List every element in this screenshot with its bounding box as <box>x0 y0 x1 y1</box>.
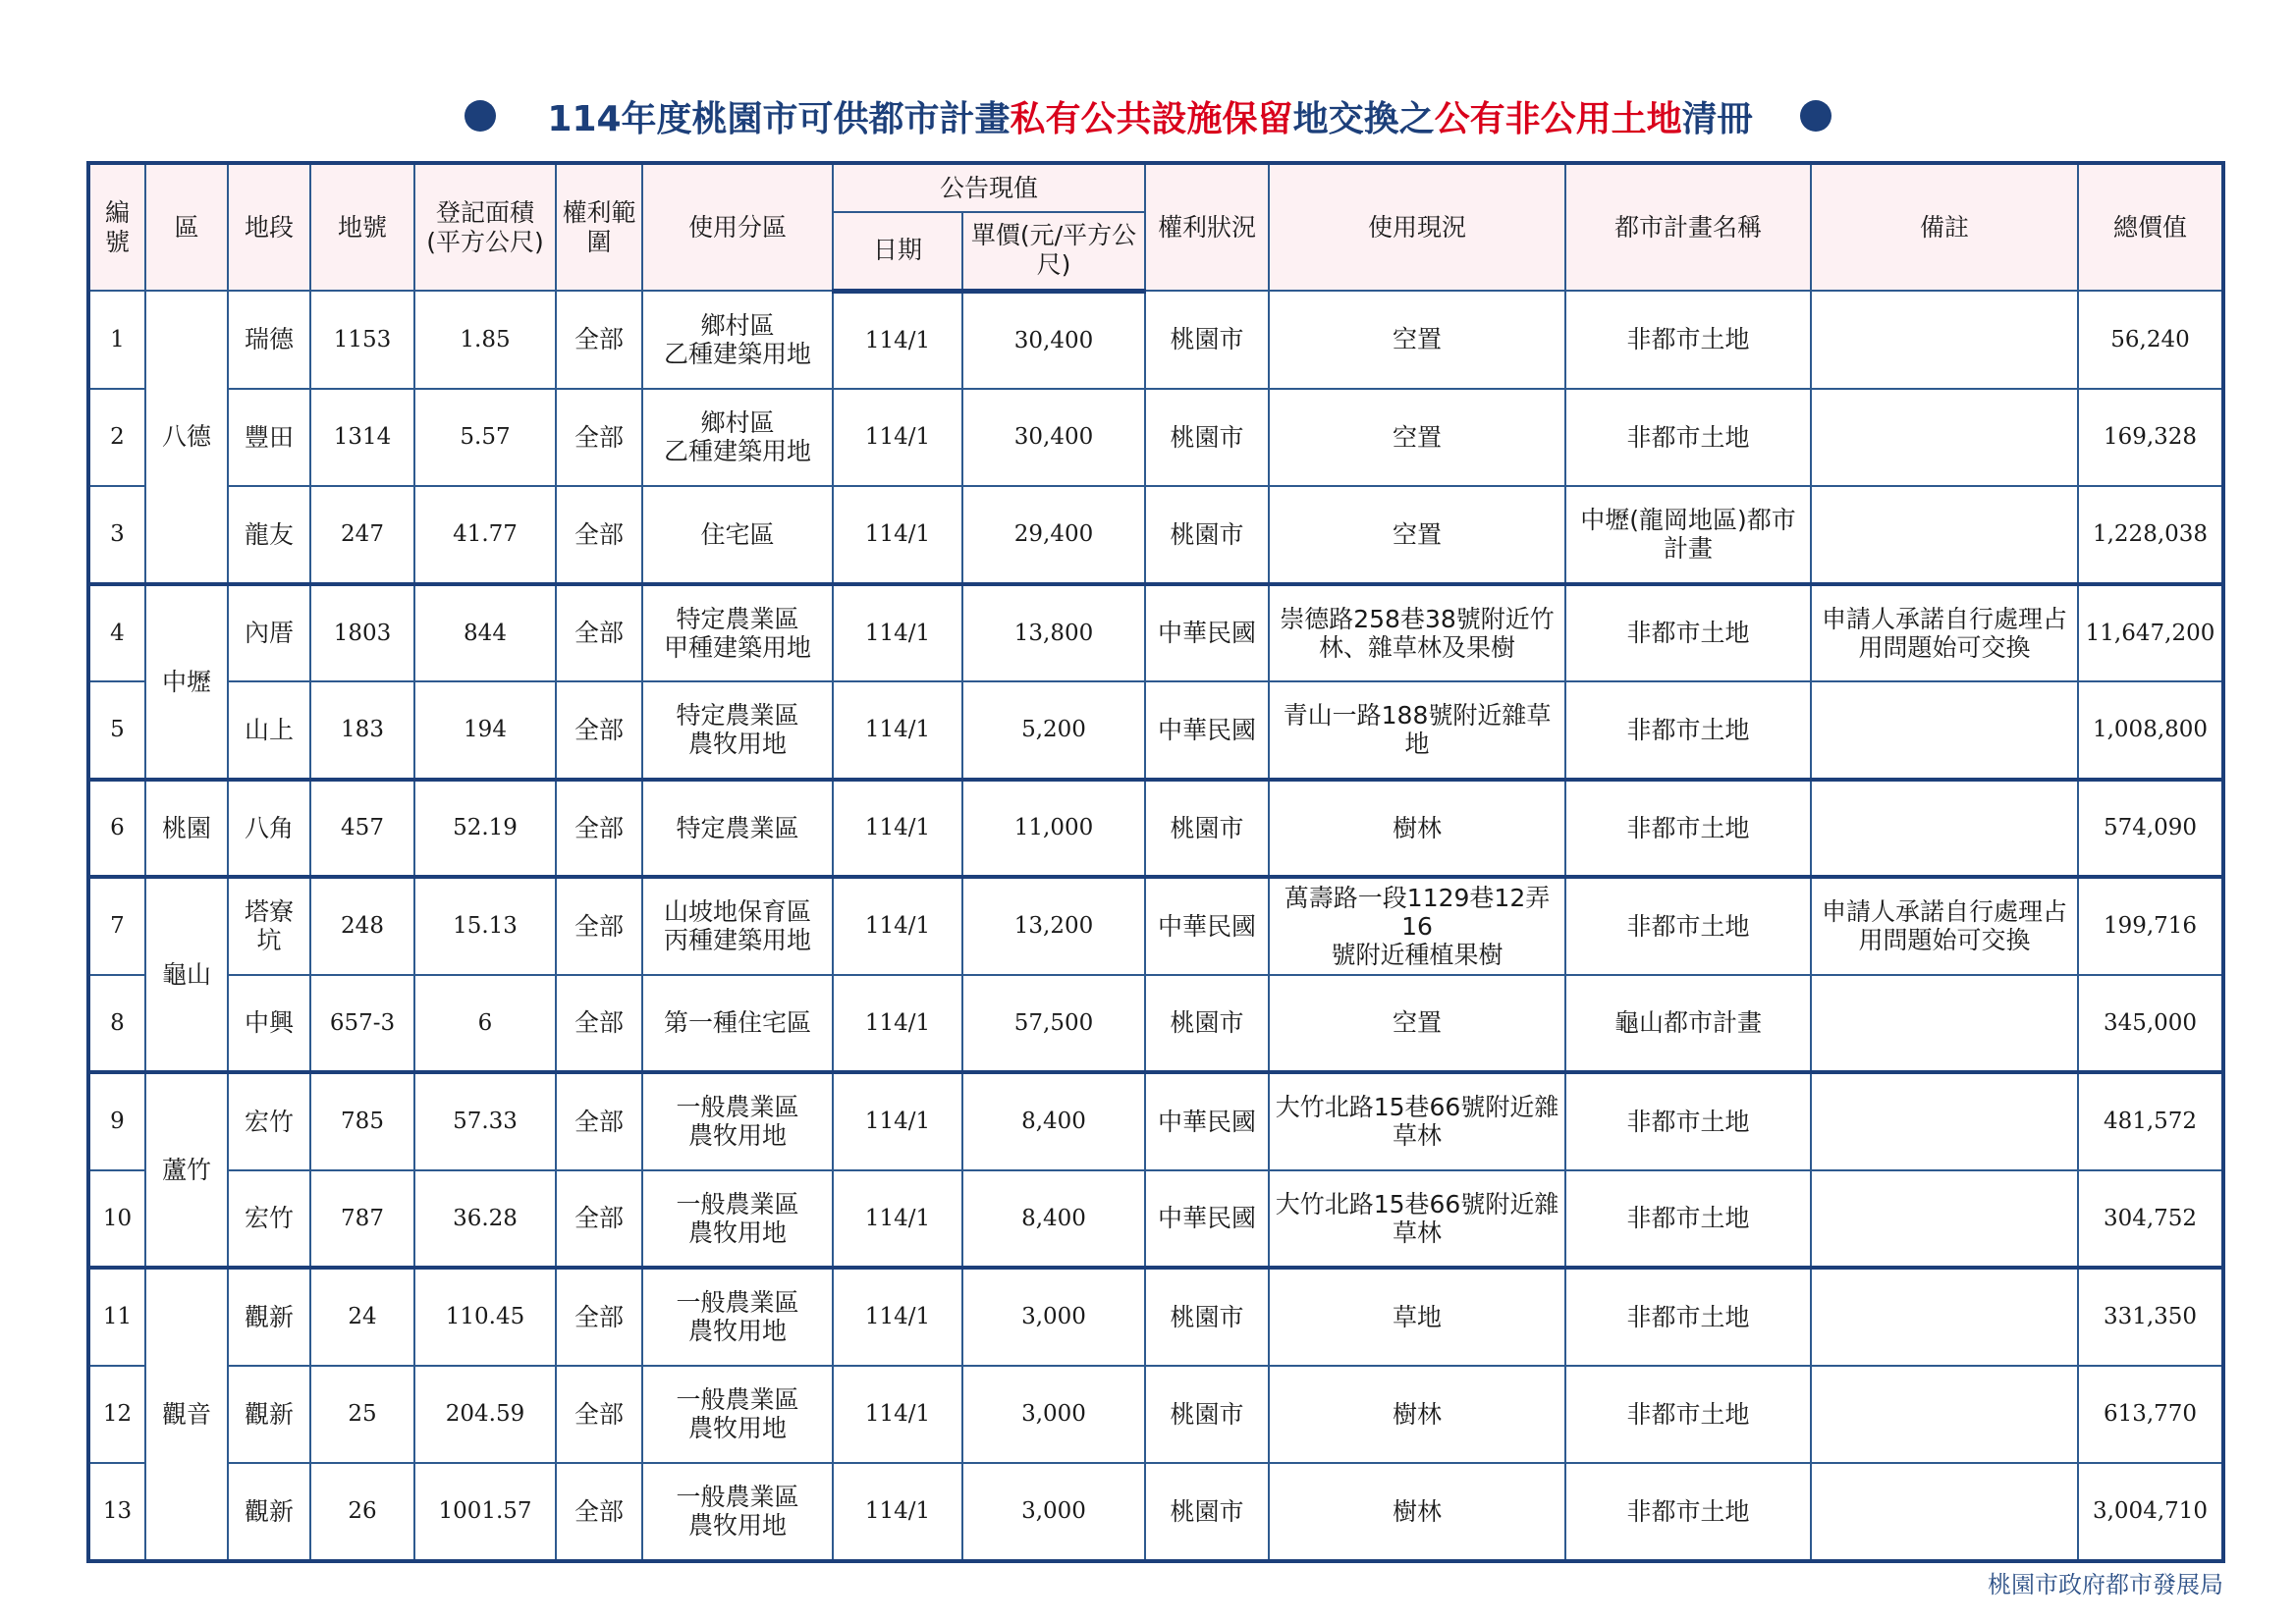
cell-unit-price: 3,000 <box>962 1268 1145 1366</box>
cell-date: 114/1 <box>833 681 962 780</box>
cell-section: 觀新 <box>228 1366 310 1464</box>
cell-section: 觀新 <box>228 1268 310 1366</box>
cell-area: 6 <box>414 975 556 1073</box>
cell-plan-name: 非都市土地 <box>1565 877 1811 975</box>
table-row <box>88 975 2223 1073</box>
cell-section: 塔寮 坑 <box>228 877 310 975</box>
cell-area: 194 <box>414 681 556 780</box>
cell-area: 844 <box>414 584 556 682</box>
cell-district: 中壢 <box>145 584 228 780</box>
cell-date: 114/1 <box>833 1463 962 1561</box>
land-list-table <box>86 161 2225 1563</box>
cell-current-use: 樹林 <box>1269 1463 1565 1561</box>
cell-area: 5.57 <box>414 389 556 487</box>
cell-remarks <box>1811 389 2078 487</box>
cell-date: 114/1 <box>833 780 962 878</box>
table-row <box>88 1463 2223 1561</box>
cell-plan-name: 非都市土地 <box>1565 681 1811 780</box>
cell-section: 觀新 <box>228 1463 310 1561</box>
cell-remarks <box>1811 1463 2078 1561</box>
table-row <box>88 681 2223 780</box>
cell-remarks <box>1811 681 2078 780</box>
cell-zoning: 鄉村區 乙種建築用地 <box>642 291 833 389</box>
cell-remarks <box>1811 1170 2078 1269</box>
cell-lot: 457 <box>310 780 414 878</box>
cell-remarks <box>1811 1072 2078 1170</box>
cell-zoning: 山坡地保育區 丙種建築用地 <box>642 877 833 975</box>
cell-remarks <box>1811 291 2078 389</box>
cell-lot: 785 <box>310 1072 414 1170</box>
header-scope: 權利範圍 <box>556 163 642 291</box>
cell-date: 114/1 <box>833 389 962 487</box>
cell-zoning: 鄉村區 乙種建築用地 <box>642 389 833 487</box>
cell-date: 114/1 <box>833 1366 962 1464</box>
cell-current-use: 空置 <box>1269 486 1565 584</box>
cell-total: 199,716 <box>2078 877 2223 975</box>
title-part-2: 地交換之 <box>1292 98 1435 139</box>
cell-date: 114/1 <box>833 1268 962 1366</box>
cell-total: 3,004,710 <box>2078 1463 2223 1561</box>
cell-lot: 1803 <box>310 584 414 682</box>
cell-plan-name: 非都市土地 <box>1565 389 1811 487</box>
cell-section: 內厝 <box>228 584 310 682</box>
cell-no: 5 <box>88 681 145 780</box>
cell-remarks <box>1811 486 2078 584</box>
header-remarks: 備註 <box>1811 163 2078 291</box>
cell-no: 3 <box>88 486 145 584</box>
cell-ownership: 桃園市 <box>1145 389 1269 487</box>
cell-unit-price: 5,200 <box>962 681 1145 780</box>
cell-date: 114/1 <box>833 291 962 389</box>
cell-section: 豐田 <box>228 389 310 487</box>
title-highlight-1: 私有公共設施保留 <box>1010 98 1293 139</box>
cell-scope: 全部 <box>556 877 642 975</box>
cell-lot: 1153 <box>310 291 414 389</box>
cell-scope: 全部 <box>556 584 642 682</box>
cell-current-use: 空置 <box>1269 291 1565 389</box>
title-highlight-2: 公有非公用土地 <box>1434 98 1682 139</box>
cell-district: 觀音 <box>145 1268 228 1561</box>
table-body <box>88 291 2223 1561</box>
cell-area: 36.28 <box>414 1170 556 1269</box>
bullet-dot-left-icon <box>465 100 496 132</box>
cell-section: 宏竹 <box>228 1072 310 1170</box>
cell-lot: 247 <box>310 486 414 584</box>
cell-area: 15.13 <box>414 877 556 975</box>
cell-no: 13 <box>88 1463 145 1561</box>
cell-section: 山上 <box>228 681 310 780</box>
cell-scope: 全部 <box>556 1366 642 1464</box>
cell-unit-price: 29,400 <box>962 486 1145 584</box>
cell-unit-price: 8,400 <box>962 1170 1145 1269</box>
cell-unit-price: 30,400 <box>962 291 1145 389</box>
cell-current-use: 大竹北路15巷66號附近雜 草林 <box>1269 1170 1565 1269</box>
cell-district: 蘆竹 <box>145 1072 228 1268</box>
cell-date: 114/1 <box>833 1170 962 1269</box>
cell-scope: 全部 <box>556 486 642 584</box>
cell-no: 10 <box>88 1170 145 1269</box>
cell-section: 龍友 <box>228 486 310 584</box>
table-row <box>88 486 2223 584</box>
cell-zoning: 特定農業區 農牧用地 <box>642 681 833 780</box>
cell-no: 7 <box>88 877 145 975</box>
cell-total: 574,090 <box>2078 780 2223 878</box>
cell-zoning: 住宅區 <box>642 486 833 584</box>
cell-ownership: 桃園市 <box>1145 1366 1269 1464</box>
cell-area: 1.85 <box>414 291 556 389</box>
cell-zoning: 一般農業區 農牧用地 <box>642 1366 833 1464</box>
cell-scope: 全部 <box>556 780 642 878</box>
cell-zoning: 第一種住宅區 <box>642 975 833 1073</box>
header-current-use: 使用現況 <box>1269 163 1565 291</box>
cell-zoning: 一般農業區 農牧用地 <box>642 1268 833 1366</box>
cell-no: 4 <box>88 584 145 682</box>
cell-zoning: 一般農業區 農牧用地 <box>642 1463 833 1561</box>
cell-lot: 24 <box>310 1268 414 1366</box>
footer-agency: 桃園市政府都市發展局 <box>1988 1571 2223 1598</box>
cell-area: 52.19 <box>414 780 556 878</box>
title-part-1: 114年度桃園市可供都市計畫 <box>547 98 1011 139</box>
cell-scope: 全部 <box>556 1463 642 1561</box>
cell-no: 12 <box>88 1366 145 1464</box>
cell-area: 57.33 <box>414 1072 556 1170</box>
cell-ownership: 中華民國 <box>1145 584 1269 682</box>
cell-ownership: 桃園市 <box>1145 1463 1269 1561</box>
cell-scope: 全部 <box>556 1268 642 1366</box>
cell-remarks <box>1811 1268 2078 1366</box>
header-area: 登記面積(平方公尺) <box>414 163 556 291</box>
cell-date: 114/1 <box>833 877 962 975</box>
table-row <box>88 584 2223 682</box>
cell-scope: 全部 <box>556 681 642 780</box>
cell-plan-name: 非都市土地 <box>1565 1072 1811 1170</box>
cell-unit-price: 57,500 <box>962 975 1145 1073</box>
cell-total: 345,000 <box>2078 975 2223 1073</box>
cell-remarks <box>1811 1366 2078 1464</box>
cell-ownership: 桃園市 <box>1145 780 1269 878</box>
cell-ownership: 中華民國 <box>1145 681 1269 780</box>
cell-unit-price: 30,400 <box>962 389 1145 487</box>
cell-total: 304,752 <box>2078 1170 2223 1269</box>
cell-remarks: 申請人承諾自行處理占 用問題始可交換 <box>1811 877 2078 975</box>
cell-lot: 183 <box>310 681 414 780</box>
cell-total: 331,350 <box>2078 1268 2223 1366</box>
cell-zoning: 一般農業區 農牧用地 <box>642 1170 833 1269</box>
cell-plan-name: 非都市土地 <box>1565 1170 1811 1269</box>
table-row <box>88 780 2223 878</box>
header-value-group: 公告現值 <box>833 163 1145 212</box>
cell-current-use: 青山一路188號附近雜草 地 <box>1269 681 1565 780</box>
cell-date: 114/1 <box>833 486 962 584</box>
cell-lot: 26 <box>310 1463 414 1561</box>
cell-total: 613,770 <box>2078 1366 2223 1464</box>
cell-current-use: 樹林 <box>1269 1366 1565 1464</box>
cell-section: 中興 <box>228 975 310 1073</box>
cell-lot: 25 <box>310 1366 414 1464</box>
cell-zoning: 特定農業區 甲種建築用地 <box>642 584 833 682</box>
cell-scope: 全部 <box>556 1170 642 1269</box>
cell-scope: 全部 <box>556 389 642 487</box>
cell-ownership: 中華民國 <box>1145 1170 1269 1269</box>
title-part-3: 清冊 <box>1681 98 1753 139</box>
cell-current-use: 大竹北路15巷66號附近雜 草林 <box>1269 1072 1565 1170</box>
cell-scope: 全部 <box>556 1072 642 1170</box>
cell-area: 41.77 <box>414 486 556 584</box>
cell-current-use: 空置 <box>1269 389 1565 487</box>
table-row <box>88 1170 2223 1269</box>
cell-lot: 248 <box>310 877 414 975</box>
cell-no: 1 <box>88 291 145 389</box>
cell-plan-name: 非都市土地 <box>1565 780 1811 878</box>
cell-scope: 全部 <box>556 975 642 1073</box>
cell-district: 八德 <box>145 291 228 584</box>
cell-no: 9 <box>88 1072 145 1170</box>
cell-lot: 657-3 <box>310 975 414 1073</box>
cell-no: 11 <box>88 1268 145 1366</box>
cell-date: 114/1 <box>833 1072 962 1170</box>
cell-district: 龜山 <box>145 877 228 1072</box>
cell-ownership: 中華民國 <box>1145 1072 1269 1170</box>
cell-zoning: 特定農業區 <box>642 780 833 878</box>
cell-total: 481,572 <box>2078 1072 2223 1170</box>
title-row <box>0 86 2296 145</box>
cell-total: 11,647,200 <box>2078 584 2223 682</box>
cell-zoning: 一般農業區 農牧用地 <box>642 1072 833 1170</box>
header-plan-name: 都市計畫名稱 <box>1565 163 1811 291</box>
header-total: 總價值 <box>2078 163 2223 291</box>
cell-current-use: 空置 <box>1269 975 1565 1073</box>
cell-total: 1,228,038 <box>2078 486 2223 584</box>
cell-plan-name: 非都市土地 <box>1565 584 1811 682</box>
cell-remarks <box>1811 975 2078 1073</box>
cell-total: 1,008,800 <box>2078 681 2223 780</box>
cell-current-use: 萬壽路一段1129巷12弄16 號附近種植果樹 <box>1269 877 1565 975</box>
cell-unit-price: 11,000 <box>962 780 1145 878</box>
table-row <box>88 389 2223 487</box>
cell-ownership: 桃園市 <box>1145 486 1269 584</box>
cell-ownership: 中華民國 <box>1145 877 1269 975</box>
cell-unit-price: 13,200 <box>962 877 1145 975</box>
cell-area: 1001.57 <box>414 1463 556 1561</box>
cell-ownership: 桃園市 <box>1145 291 1269 389</box>
cell-section: 八角 <box>228 780 310 878</box>
cell-ownership: 桃園市 <box>1145 975 1269 1073</box>
cell-date: 114/1 <box>833 975 962 1073</box>
table-row <box>88 1268 2223 1366</box>
cell-remarks <box>1811 780 2078 878</box>
header-date: 日期 <box>833 212 962 291</box>
table-row <box>88 1366 2223 1464</box>
cell-no: 6 <box>88 780 145 878</box>
cell-remarks: 申請人承諾自行處理占 用問題始可交換 <box>1811 584 2078 682</box>
cell-area: 110.45 <box>414 1268 556 1366</box>
cell-scope: 全部 <box>556 291 642 389</box>
cell-plan-name: 非都市土地 <box>1565 1366 1811 1464</box>
page-title <box>547 91 1752 141</box>
cell-plan-name: 非都市土地 <box>1565 291 1811 389</box>
cell-lot: 1314 <box>310 389 414 487</box>
cell-unit-price: 8,400 <box>962 1072 1145 1170</box>
cell-area: 204.59 <box>414 1366 556 1464</box>
table-row <box>88 877 2223 975</box>
header-lot: 地號 <box>310 163 414 291</box>
cell-section: 瑞德 <box>228 291 310 389</box>
header-district: 區 <box>145 163 228 291</box>
cell-no: 2 <box>88 389 145 487</box>
cell-plan-name: 中壢(龍岡地區)都市 計畫 <box>1565 486 1811 584</box>
cell-no: 8 <box>88 975 145 1073</box>
cell-section: 宏竹 <box>228 1170 310 1269</box>
cell-current-use: 樹林 <box>1269 780 1565 878</box>
cell-current-use: 草地 <box>1269 1268 1565 1366</box>
header-unit-price: 單價(元/平方公尺) <box>962 212 1145 291</box>
header-no: 編號 <box>88 163 145 291</box>
header-zoning: 使用分區 <box>642 163 833 291</box>
cell-date: 114/1 <box>833 584 962 682</box>
cell-lot: 787 <box>310 1170 414 1269</box>
cell-plan-name: 龜山都市計畫 <box>1565 975 1811 1073</box>
table-row <box>88 291 2223 389</box>
bullet-dot-right-icon <box>1800 100 1831 132</box>
table-row <box>88 1072 2223 1170</box>
cell-plan-name: 非都市土地 <box>1565 1268 1811 1366</box>
cell-district: 桃園 <box>145 780 228 878</box>
cell-ownership: 桃園市 <box>1145 1268 1269 1366</box>
header-section: 地段 <box>228 163 310 291</box>
cell-unit-price: 3,000 <box>962 1463 1145 1561</box>
cell-total: 56,240 <box>2078 291 2223 389</box>
cell-current-use: 崇德路258巷38號附近竹 林、雜草林及果樹 <box>1269 584 1565 682</box>
cell-unit-price: 13,800 <box>962 584 1145 682</box>
cell-unit-price: 3,000 <box>962 1366 1145 1464</box>
cell-total: 169,328 <box>2078 389 2223 487</box>
cell-plan-name: 非都市土地 <box>1565 1463 1811 1561</box>
header-ownership: 權利狀況 <box>1145 163 1269 291</box>
